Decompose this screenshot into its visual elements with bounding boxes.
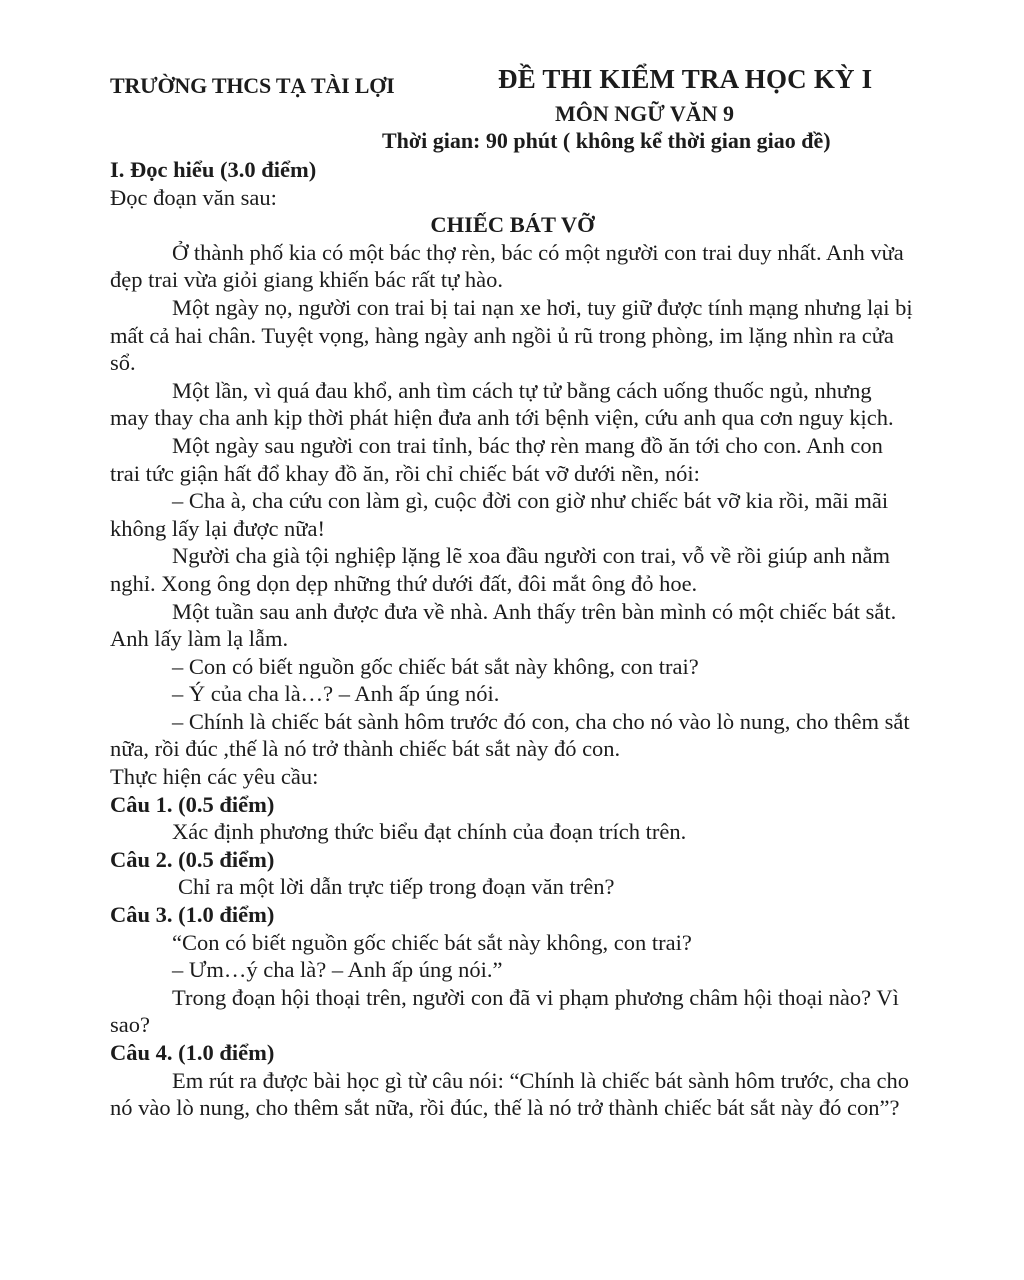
subject-title: MÔN NGỮ VĂN 9 bbox=[555, 101, 735, 126]
story-paragraph: – Con có biết nguồn gốc chiếc bát sắt này không, con trai? bbox=[172, 653, 699, 679]
story-paragraph: Một tuần sau anh được đưa về nhà. Anh thấy trên bàn mình có một chiếc bát sắt. Anh lấy làm lạ lẫm. bbox=[110, 598, 897, 652]
question-3-quote-line: – Ưm…ý cha là? – Anh ấp úng nói.” bbox=[172, 957, 503, 983]
question-4-label: Câu 4. (1.0 điểm) bbox=[110, 1040, 275, 1065]
exam-page bbox=[110, 66, 915, 1122]
exam-title: ĐỀ THI KIỂM TRA HỌC KỲ I bbox=[498, 64, 873, 94]
exam-duration: Thời gian: 90 phút ( không kể thời gian giao đề) bbox=[382, 128, 831, 153]
story-paragraph: Một ngày nọ, người con trai bị tai nạn xe hơi, tuy giữ được tính mạng nhưng lại bị mất cả hai chân. Tuyệt vọng, hàng ngày anh ngồi ủ rũ trong phòng, im lặng nhìn ra cửa sổ. bbox=[110, 294, 913, 376]
section-heading: I. Đọc hiểu (3.0 điểm) bbox=[110, 157, 317, 182]
question-3-quote-line: “Con có biết nguồn gốc chiếc bát sắt này không, con trai? bbox=[172, 929, 692, 955]
story-title: CHIẾC BÁT VỠ bbox=[430, 212, 595, 238]
question-3-label: Câu 3. (1.0 điểm) bbox=[110, 902, 275, 928]
document-header bbox=[110, 66, 915, 156]
school-name: TRƯỜNG THCS TẠ TÀI LỢI bbox=[110, 73, 395, 98]
question-3-text: Trong đoạn hội thoại trên, người con đã vi phạm phương châm hội thoại nào? Vì sao? bbox=[110, 984, 899, 1038]
story-paragraph: Người cha già tội nghiệp lặng lẽ xoa đầu người con trai, vỗ về rồi giúp anh nằm nghỉ. Xong ông dọn dẹp những thứ dưới đất, đôi mắt ông đỏ hoe. bbox=[110, 543, 891, 596]
tasks-intro: Thực hiện các yêu cầu: bbox=[110, 764, 319, 790]
question-2-text: Chỉ ra một lời dẫn trực tiếp trong đoạn văn trên? bbox=[178, 874, 615, 900]
story-paragraph: – Cha à, cha cứu con làm gì, cuộc đời con giờ như chiếc bát vỡ kia rồi, mãi mãi không lấy lại được nữa! bbox=[110, 488, 889, 541]
question-1-label: Câu 1. (0.5 điểm) bbox=[110, 791, 275, 817]
reading-instruction: Đọc đoạn văn sau: bbox=[110, 184, 277, 210]
story-paragraph: Ở thành phố kia có một bác thợ rèn, bác có một người con trai duy nhất. Anh vừa đẹp trai vừa giỏi giang khiến bác rất tự hào. bbox=[110, 239, 904, 293]
story-paragraph: – Chính là chiếc bát sành hôm trước đó con, cha cho nó vào lò nung, cho thêm sắt nữa, rồi đúc ,thế là nó trở thành chiếc bát sắt này đó con. bbox=[110, 708, 910, 762]
story-paragraph: – Ý của cha là…? – Anh ấp úng nói. bbox=[172, 681, 500, 707]
story-paragraph: Một lần, vì quá đau khổ, anh tìm cách tự tử bằng cách uống thuốc ngủ, nhưng may thay cha anh kịp thời phát hiện đưa anh tới bệnh viện, cứu anh qua cơn nguy kịch. bbox=[110, 377, 894, 431]
question-1-text: Xác định phương thức biểu đạt chính của đoạn trích trên. bbox=[172, 819, 687, 845]
question-2-label: Câu 2. (0.5 điểm) bbox=[110, 846, 275, 872]
question-4-text: Em rút ra được bài học gì từ câu nói: “Chính là chiếc bát sành hôm trước, cha cho nó vào lò nung, cho thêm sắt nữa, rồi đúc, thế là nó trở thành chiếc bát sắt này đó con”? bbox=[110, 1067, 910, 1121]
story-paragraph: Một ngày sau người con trai tỉnh, bác thợ rèn mang đồ ăn tới cho con. Anh con trai tức giận hất đổ khay đồ ăn, rồi chỉ chiếc bát vỡ dưới nền, nói: bbox=[110, 432, 883, 486]
